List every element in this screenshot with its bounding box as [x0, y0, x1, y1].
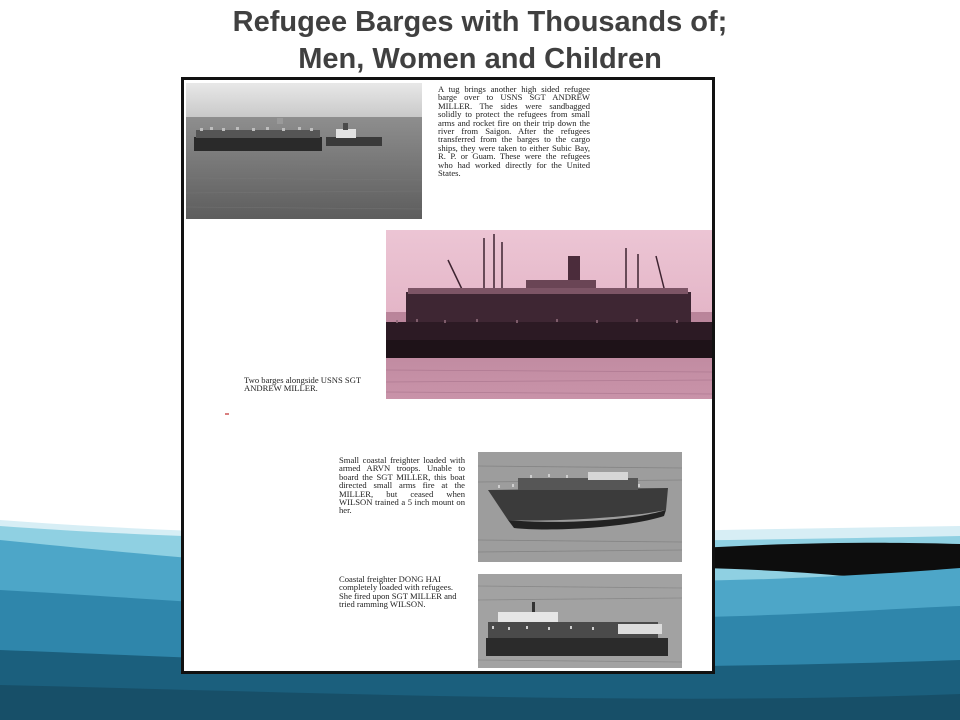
title-line-2: Men, Women and Children — [298, 43, 662, 75]
scanned-page — [181, 77, 715, 674]
caption-tug-barge: A tug brings another high sided refugee barge over to USNS SGT ANDREW MILLER. The sides were sandbagged solidly to protect the refugees from small arms and rocket fire on their trip down the river from Saigon. After the refugees transferred from the barges to the cargo ships, they were taken to either Subic Bay, R. P. or Guam. These were the refugees who had worked directly for the United States. — [438, 84, 590, 179]
title-line-1: Refugee Barges with Thousands of; — [232, 6, 728, 38]
red-mark — [225, 413, 229, 415]
photo-coastal-freighter — [478, 452, 682, 562]
photo-tug-barge — [186, 83, 422, 219]
caption-dong-hai: Coastal freighter DONG HAI completely loaded with refugees. She fired upon SGT MILLER and tried ramming WILSON. — [339, 574, 457, 610]
caption-two-barges: Two barges alongside USNS SGT ANDREW MILLER. — [244, 375, 362, 394]
photo-two-barges — [386, 230, 714, 399]
photo-dong-hai — [478, 574, 682, 668]
slide-title — [0, 4, 960, 78]
caption-coastal-freighter: Small coastal freighter loaded with armed ARVN troops. Unable to board the SGT MILLER, this boat directed small arms fire at the MILLER, but ceased when WILSON trained a 5 inch mount on her. — [339, 455, 465, 516]
